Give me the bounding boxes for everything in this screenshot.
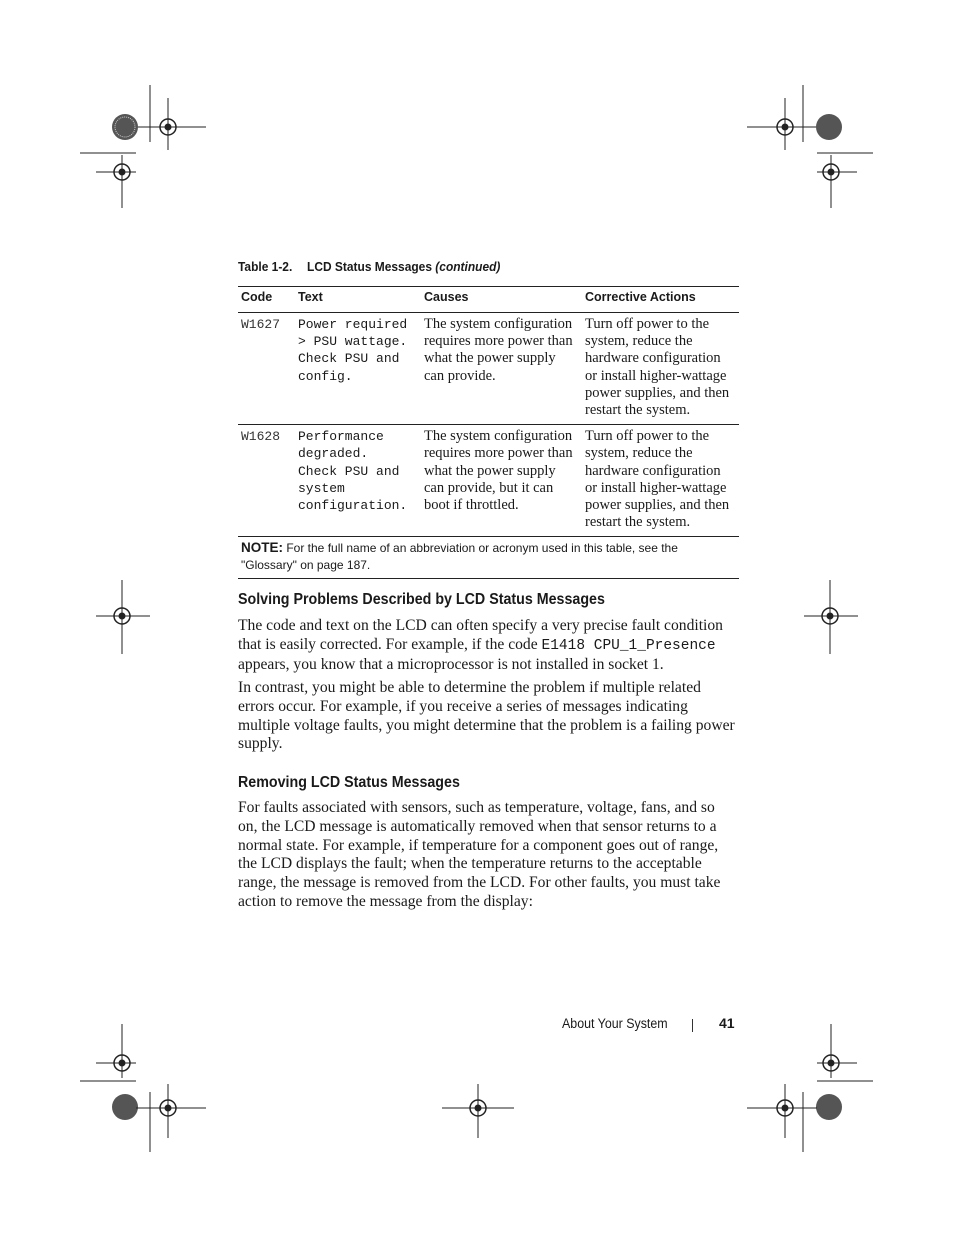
footer-separator (692, 1019, 693, 1032)
section-heading-removing-messages: Removing LCD Status Messages (238, 774, 460, 791)
note-label: NOTE: (241, 540, 283, 556)
column-header-text: Text (295, 287, 421, 313)
table-row (238, 313, 739, 425)
inline-code: E1418 CPU_1_Presence (541, 637, 716, 654)
section2-paragraph-1: For faults associated with sensors, such as temperature, voltage, fans, and so on, the LCD message is automatically removed when that sensor returns to a normal state. For example, if temperature for a component goes out of range, the LCD displays the fault; when the temperature returns to the acceptable range, the message is removed from the LCD. For other faults, you must take action to remove the message from the display: (238, 799, 721, 910)
note-text: For the full name of an abbreviation or acronym used in this table, see the "Glossary" on page 187. (241, 541, 678, 573)
section1-paragraph-1 (238, 617, 738, 674)
crop-mark-bottom-right (745, 1022, 885, 1157)
table-header-row (238, 287, 739, 313)
registration-mark-mid-right (802, 578, 862, 656)
page-number: 41 (719, 1015, 735, 1031)
table-caption (238, 259, 500, 274)
column-header-causes: Causes (421, 287, 582, 313)
table-note (238, 537, 739, 579)
paragraph-text: appears, you know that a microprocessor is not installed in socket 1. (238, 655, 664, 673)
cell-code: W1628 (238, 425, 295, 537)
column-header-code: Code (238, 287, 295, 313)
registration-mark-bottom-center (440, 1082, 516, 1142)
table-note-row (238, 537, 739, 579)
table-caption-label: Table 1-2. (238, 259, 293, 274)
cell-causes: The system configuration requires more power than what the power supply can provide. (421, 313, 582, 425)
column-header-corrective-actions: Corrective Actions (582, 287, 739, 313)
table-row (238, 425, 739, 537)
table-caption-continued: (continued) (435, 259, 501, 274)
paragraph-text: The code and text on the LCD can often specify a very precise fault condition that is easily corrected. For example, if the code (238, 617, 723, 653)
crop-mark-bottom-left (78, 1022, 218, 1157)
section1-paragraph-2: In contrast, you might be able to determine the problem if multiple related errors occur. For example, if you receive a series of messages indicating multiple voltage faults, you might determine that the problem is a failing power supply. (238, 679, 735, 753)
registration-mark-mid-left (94, 578, 154, 656)
cell-text: Performance degraded. Check PSU and system configuration. (295, 425, 421, 537)
cell-causes: The system configuration requires more power than what the power supply can provide, but it can boot if throttled. (421, 425, 582, 537)
cell-actions: Turn off power to the system, reduce the hardware configuration or install higher-wattage power supplies, and then restart the system. (582, 313, 739, 425)
cell-code: W1627 (238, 313, 295, 425)
crop-mark-top-left (78, 80, 218, 215)
cell-actions: Turn off power to the system, reduce the hardware configuration or install higher-wattage power supplies, and then restart the system. (582, 425, 739, 537)
table-caption-title: LCD Status Messages (307, 259, 432, 274)
cell-text: Power required > PSU wattage. Check PSU and config. (295, 313, 421, 425)
section-heading-solving-problems: Solving Problems Described by LCD Status Messages (238, 591, 605, 608)
crop-mark-top-right (745, 80, 885, 215)
lcd-status-table (238, 286, 739, 579)
footer-chapter-title: About Your System (562, 1016, 668, 1031)
